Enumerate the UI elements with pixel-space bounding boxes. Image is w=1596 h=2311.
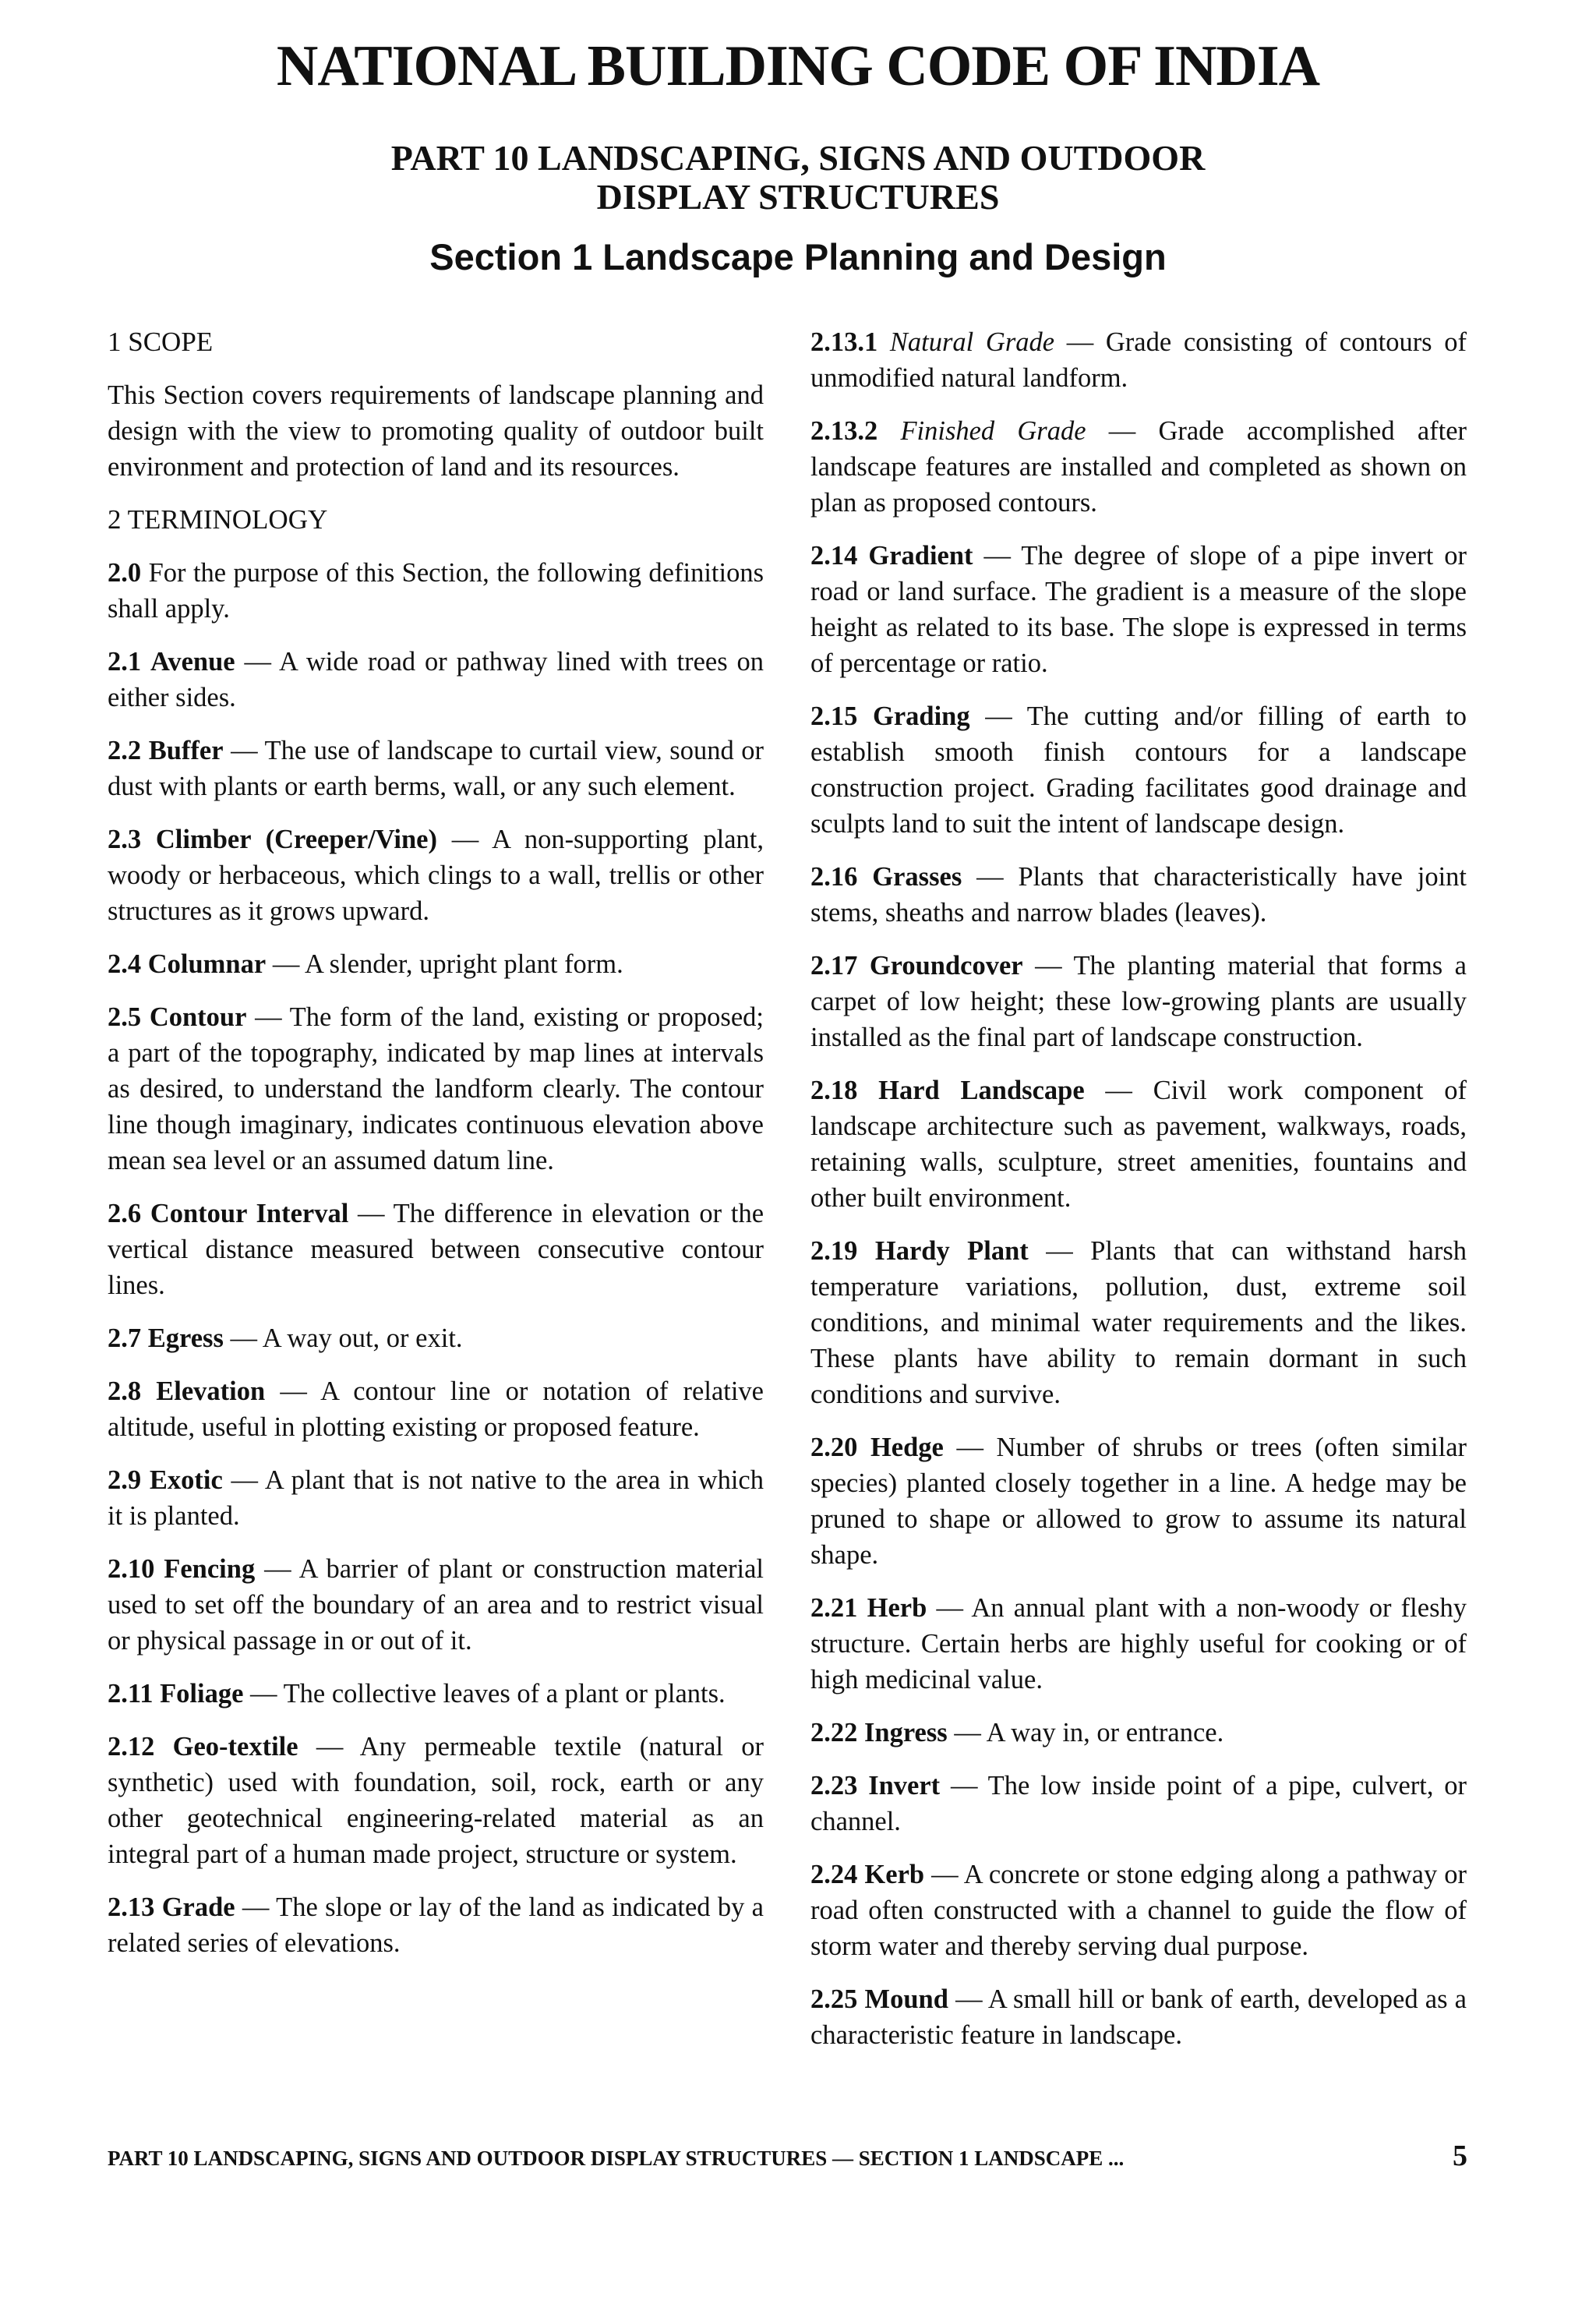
definition-entry xyxy=(810,538,1467,681)
definition-entry xyxy=(810,948,1467,1055)
definition-number: 2.11 xyxy=(108,1679,154,1709)
definition-entry xyxy=(810,1715,1467,1751)
definition-entry xyxy=(810,698,1467,842)
definition-entry xyxy=(108,822,764,929)
definition-text: Grade consisting of contours of unmodified natural landform. xyxy=(810,327,1467,393)
definition-text: The use of landscape to curtail view, sound or dust with plants or earth berms, wall, or any such element. xyxy=(108,736,764,801)
definition-entry xyxy=(108,999,764,1178)
definition-term: Geo-textile xyxy=(172,1732,298,1762)
definition-entry xyxy=(810,1072,1467,1216)
definition-text: Plants that characteristically have joint stems, sheaths and narrow blades (leaves). xyxy=(810,862,1467,928)
definition-number: 2.23 xyxy=(810,1771,858,1800)
definition-number: 2.22 xyxy=(810,1718,858,1747)
definition-text: The collective leaves of a plant or plants. xyxy=(283,1679,726,1709)
definition-number: 2.20 xyxy=(810,1433,858,1462)
definition-separator: — xyxy=(1022,951,1074,981)
definition-term: Columnar xyxy=(147,949,267,979)
definition-number: 2.7 xyxy=(108,1323,142,1353)
definition-term: Invert xyxy=(868,1771,941,1800)
definition-separator: — xyxy=(235,647,279,677)
definition-term: Avenue xyxy=(150,647,235,677)
definition-entry xyxy=(810,1590,1467,1698)
definition-entry xyxy=(108,1676,764,1712)
definition-entry xyxy=(108,946,764,982)
definition-text: The cutting and/or filling of earth to establish smooth finish contours for a landscape construction project. Grading facilitates good drainage and sculpts land to suit the intent of landscape design. xyxy=(810,701,1467,839)
definition-number: 2.12 xyxy=(108,1732,155,1762)
definition-entry xyxy=(108,555,764,627)
scope-heading: 1 SCOPE xyxy=(108,327,214,357)
definition-text: A small hill or bank of earth, developed as a characteristic feature in landscape. xyxy=(810,1984,1467,2050)
definition-entry xyxy=(810,324,1467,396)
left-definitions xyxy=(108,555,764,1961)
definition-entry xyxy=(810,413,1467,521)
left-column xyxy=(108,324,764,1978)
definition-number: 2.19 xyxy=(810,1236,858,1266)
definition-term: Exotic xyxy=(149,1465,223,1495)
definition-term: Finished Grade xyxy=(900,416,1086,446)
definition-number: 2.9 xyxy=(108,1465,142,1495)
definition-text: A plant that is not native to the area in which it is planted. xyxy=(108,1465,764,1531)
definition-text: The planting material that forms a carpet of low height; these low-growing plants are usually installed as the final part of landscape construction. xyxy=(810,951,1467,1052)
right-definitions xyxy=(810,324,1467,2053)
definition-text: A concrete or stone edging along a pathway or road often constructed with a channel to guide the flow of storm water and thereby serving dual purpose. xyxy=(810,1860,1467,1961)
definition-number: 2.13 xyxy=(108,1892,155,1922)
definition-text: The difference in elevation or the vertical distance measured between consecutive contour lines. xyxy=(108,1199,764,1300)
definition-text: A way out, or exit. xyxy=(262,1323,463,1353)
definition-text: Grade accomplished after landscape features are installed and completed as shown on plan as proposed contours. xyxy=(810,416,1467,518)
definition-number: 2.24 xyxy=(810,1860,858,1889)
definition-number: 2.13.2 xyxy=(810,416,878,446)
definition-number: 2.8 xyxy=(108,1376,142,1406)
definition-term: Gradient xyxy=(868,541,973,571)
definition-text: The degree of slope of a pipe invert or road or land surface. The gradient is a measure of the slope height as related to its base. The slope is expressed in terms of percentage or ratio. xyxy=(810,541,1467,678)
definition-entry xyxy=(108,644,764,716)
definition-text: A way in, or entrance. xyxy=(986,1718,1224,1747)
definition-entry xyxy=(810,1233,1467,1412)
definition-number: 2.2 xyxy=(108,736,142,765)
definition-separator: — xyxy=(927,1593,972,1623)
definition-term: Grading xyxy=(873,701,970,731)
definition-separator: — xyxy=(1054,327,1106,357)
definition-number: 2.3 xyxy=(108,825,142,854)
definition-term: Fencing xyxy=(164,1554,256,1584)
definition-text: A non-supporting plant, woody or herbaceous, which clings to a wall, trellis or other structures as it grows upward. xyxy=(108,825,764,926)
definition-number: 2.15 xyxy=(810,701,858,731)
definition-separator: — xyxy=(947,1718,987,1747)
definition-text: Number of shrubs or trees (often similar species) planted closely together in a line. A hedge may be pruned to shape or allowed to grow to assume its natural shape. xyxy=(810,1433,1467,1570)
definition-term: Grasses xyxy=(872,862,962,892)
definition-entry xyxy=(108,1373,764,1445)
part-heading xyxy=(0,139,1596,217)
definition-number: 2.1 xyxy=(108,647,142,677)
definition-separator: — xyxy=(962,862,1019,892)
definition-separator: — xyxy=(943,1433,997,1462)
definition-text: An annual plant with a non-woody or fleshy structure. Certain herbs are highly useful for cooking or of high medicinal value. xyxy=(810,1593,1467,1694)
definition-entry xyxy=(810,1981,1467,2053)
definition-separator: — xyxy=(243,1679,284,1709)
definition-entry xyxy=(108,1551,764,1659)
definition-entry xyxy=(108,1320,764,1356)
definition-number: 2.25 xyxy=(810,1984,858,2014)
definition-term: Foliage xyxy=(160,1679,244,1709)
definition-term: Buffer xyxy=(148,736,224,765)
page-number: 5 xyxy=(1453,2140,1467,2172)
definition-text: The slope or lay of the land as indicated by a related series of elevations. xyxy=(108,1892,764,1958)
definition-text: A contour line or notation of relative altitude, useful in plotting existing or proposed feature. xyxy=(108,1376,764,1442)
definition-term: Egress xyxy=(147,1323,224,1353)
definition-entry xyxy=(108,1729,764,1872)
definition-separator: — xyxy=(948,1984,988,2014)
definition-entry xyxy=(810,1768,1467,1839)
definition-separator: — xyxy=(246,1002,290,1032)
definition-entry xyxy=(810,1857,1467,1964)
definition-separator: — xyxy=(924,1860,964,1889)
part-heading-line-1: PART 10 LANDSCAPING, SIGNS AND OUTDOOR xyxy=(390,138,1206,178)
definition-separator: — xyxy=(348,1199,394,1228)
definition-term: Groundcover xyxy=(869,951,1023,981)
definition-entry xyxy=(108,1462,764,1534)
definition-term: Contour xyxy=(149,1002,247,1032)
scope-text: This Section covers requirements of landscape planning and design with the view to promoting quality of outdoor built environment and protection of land and its resources. xyxy=(108,380,764,482)
definition-term: Kerb xyxy=(864,1860,925,1889)
definition-number: 2.5 xyxy=(108,1002,142,1032)
definition-entry xyxy=(810,1429,1467,1573)
definition-separator: — xyxy=(266,949,305,979)
definition-term: Hardy Plant xyxy=(874,1236,1029,1266)
definition-term: Elevation xyxy=(156,1376,266,1406)
definition-separator: — xyxy=(940,1771,988,1800)
definition-term: Natural Grade xyxy=(889,327,1055,357)
terminology-heading: 2 TERMINOLOGY xyxy=(108,504,328,535)
part-heading-line-2: DISPLAY STRUCTURES xyxy=(596,177,1000,217)
definition-separator: — xyxy=(969,701,1027,731)
definition-text: Plants that can withstand harsh temperature variations, pollution, dust, extreme soil conditions, and minimal water requirements and the likes. These plants have ability to remain dormant in such conditions and survive. xyxy=(810,1236,1467,1409)
definition-term: Climber (Creeper/Vine) xyxy=(155,825,437,854)
definition-separator: — xyxy=(235,1892,277,1922)
definition-text: A barrier of plant or construction material used to set off the boundary of an area and to restrict visual or physical passage in or out of it. xyxy=(108,1554,764,1656)
definition-term: Mound xyxy=(864,1984,948,2014)
definition-text: Any permeable textile (natural or synthetic) used with foundation, soil, rock, earth or any other geotechnical engineering-related material as an integral part of a human made project, structure or system. xyxy=(108,1732,764,1869)
definition-text: A wide road or pathway lined with trees on either sides. xyxy=(108,647,764,712)
definition-term: Grade xyxy=(161,1892,235,1922)
definition-number: 2.16 xyxy=(810,862,858,892)
definition-text: For the purpose of this Section, the following definitions shall apply. xyxy=(108,558,764,624)
definition-separator: — xyxy=(223,736,265,765)
definition-text: The low inside point of a pipe, culvert, or channel. xyxy=(810,1771,1467,1836)
definition-number: 2.4 xyxy=(108,949,142,979)
definition-term: Ingress xyxy=(864,1718,948,1747)
definition-term: Hedge xyxy=(870,1433,944,1462)
definition-separator: — xyxy=(436,825,493,854)
definition-text: The form of the land, existing or proposed; a part of the topography, indicated by map lines at intervals as desired, to understand the landform clearly. The contour line though imaginary, indicates continuous elevation above mean sea level or an assumed datum line. xyxy=(108,1002,764,1175)
definition-number: 2.18 xyxy=(810,1076,858,1105)
definition-separator: — xyxy=(298,1732,360,1762)
definition-entry xyxy=(108,1889,764,1961)
definition-separator: — xyxy=(265,1376,321,1406)
definition-number: 2.0 xyxy=(108,558,142,588)
definition-text: A slender, upright plant form. xyxy=(305,949,623,979)
definition-entry xyxy=(108,1196,764,1303)
definition-number: 2.17 xyxy=(810,951,858,981)
definition-number: 2.14 xyxy=(810,541,858,571)
definition-number: 2.6 xyxy=(108,1199,142,1228)
right-column xyxy=(810,324,1467,2070)
definition-entry xyxy=(810,859,1467,931)
definition-term: Herb xyxy=(867,1593,927,1623)
definition-entry xyxy=(108,733,764,804)
page-footer xyxy=(108,2139,1467,2173)
definition-term: Contour Interval xyxy=(150,1199,349,1228)
definition-number: 2.21 xyxy=(810,1593,858,1623)
definition-separator: — xyxy=(223,1323,263,1353)
definition-term: Hard Landscape xyxy=(878,1076,1085,1105)
definition-separator: — xyxy=(1084,1076,1153,1105)
footer-text: PART 10 LANDSCAPING, SIGNS AND OUTDOOR DISPLAY STRUCTURES — SECTION 1 LANDSCAPE ... xyxy=(108,2147,1125,2170)
definition-separator: — xyxy=(1028,1236,1091,1266)
document-title: NATIONAL BUILDING CODE OF INDIA xyxy=(276,34,1320,98)
definition-number: 2.13.1 xyxy=(810,327,878,357)
definition-separator: — xyxy=(222,1465,265,1495)
definition-number: 2.10 xyxy=(108,1554,155,1584)
definition-text: Civil work component of landscape architecture such as pavement, walkways, roads, retaining walls, sculpture, street amenities, fountains and other built environment. xyxy=(810,1076,1467,1213)
definition-separator: — xyxy=(255,1554,299,1584)
definition-separator: — xyxy=(1086,416,1159,446)
definition-separator: — xyxy=(973,541,1022,571)
section-heading: Section 1 Landscape Planning and Design xyxy=(429,236,1167,277)
